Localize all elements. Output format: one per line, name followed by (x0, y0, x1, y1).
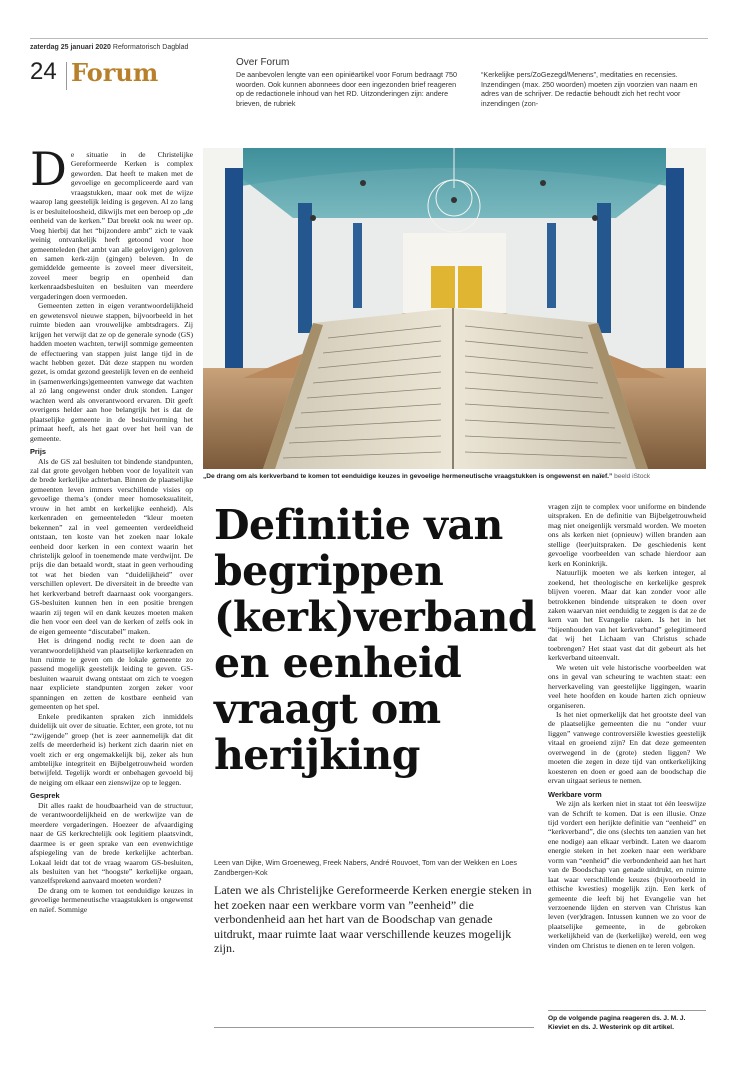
photo-illustration (203, 148, 706, 469)
paper-name: Reformatorisch Dagblad (112, 44, 189, 51)
photo-credit: beeld iStock (614, 473, 651, 480)
paragraph: De drang om te komen tot eenduidige keuzes in gevoelige hermeneutische vraagstukken is ongewenst en naïef. Sommige (30, 885, 193, 914)
headline: Definitie van begrippen (kerk)verband en eenheid vraagt om herijking (214, 501, 537, 779)
right-column (548, 502, 706, 950)
page-number: 24 (30, 58, 57, 85)
drop-cap: D (30, 142, 67, 196)
paragraph: We weten uit vele historische voorbeelden wat ons in geval van scheuring te wachten staat: een herverkaveling van geestelijke liggingen, waarin veel hete hoofden en koude harten zich opnieuw organiseren. (548, 662, 706, 710)
paragraph: Is het niet opmerkelijk dat het grootste deel van de plaatselijke gemeenten die nu “onder vuur liggen” vanwege controversiële kwesties geestelijk vitaal en groeiend zijn? En dat deze gemeenten overwegend in de (grote) steden liggen? We moeten die zegen in deze tijd van ontkerkelijking koesteren en doen er goed aan de boodschap die ervan uitgaat serieus te nemen. (548, 709, 706, 786)
page-separator (66, 62, 67, 90)
intro: Laten we als Christelijke Gereformeerde Kerken energie steken in het zoeken naar een werkbare vorm van ”eenheid” die verbondenheid aan het hart van de Boodschap van genade uitdrukt, maar ruimte laat waar verschillende keuzes mogelijk zijn. (214, 883, 532, 955)
paragraph: Enkele predikanten spraken zich inmiddels duidelijk uit over de situatie. Echter, een grote, tot nu “zwijgende” groep (het is zeer aannemelijk dat dit zelfs de meerderheid is) herkent zich daarin niet en voelt zich er erg ongemakkelijk bij, zeker als hun ambtelijke integriteit en Bijbelgetrouwheid worden betwijfeld. Tegelijk wordt er onbehagen gevoeld bij de neiging om elkaar een zienswijze op te leggen. (30, 711, 193, 787)
paragraph: Natuurlijk moeten we als kerken integer, al zoekend, het theologische en kerkelijke gesprek blijven voeren. Maar dat kan zonder voor alle betrokkenen bindende uitspraken te doen over zaken waarvan niet eenduidig te zeggen is dat ze de kern van het Evangelie raken. Is het in het “bijeenhouden van het kerkverband” gelegitimeerd dat wij het Lichaam van Christus schade toebrengen? Het staat vast dat dit gebeurt als het kerkverband uiteenvalt. (548, 568, 706, 663)
bottom-rule (214, 1027, 534, 1028)
endnote-rule (548, 1010, 706, 1011)
photo-caption (203, 473, 706, 480)
subheading-gesprek: Gesprek (30, 791, 60, 801)
over-forum-col1: De aanbevolen lengte van een opiniëartikel voor Forum bedraagt 750 woorden. Ook kunnen abonnees door een ingezonden brief reageren op de redactionele inhoud van het RD. Uitzonderingen zijn: andere brieven, de rubriek (236, 70, 457, 108)
over-forum-col2: “Kerkelijke pers/ZoGezegd/Menens”, meditaties en recensies. Inzendingen (max. 250 woorden) moeten zijn voorzien van naam en adres van de schrijver. De redactie behoudt zich het recht voor inzendingen (zon- (481, 70, 698, 108)
over-forum-box (236, 57, 706, 108)
paragraph: e situatie in de Christelijke Gereformeerde Kerken is complex geworden. Dat heeft te maken met de gevoelige en gecompliceerde aard van vraagstukken, maar ook met de wijze waarop lang geestelijk leiding is gegeven. Al zo lang is er besluiteloosheid, dikwijls met een beroep op „de eenheid van de kerken.” Dat breekt ook nu weer op. Voeg hierbij dat het “bijzondere ambt” zich te vaak weinig ontvankelijk heeft getoond voor hoe gemeenteleden (het ambt van alle gelovigen) geloven en samen kerk-zijn (gingen) beleven. In de gemiddelde gemeente is zoveel meer diversiteit, zoveel meer begrip en openheid dan kerkenraadsbesluiten en besluiten van meerdere vergaderingen doen vermoeden. (30, 150, 193, 301)
paragraph: Als de GS zal besluiten tot bindende standpunten, zal dat grote gevolgen hebben voor de loyaliteit van de brede kerkelijke achterban. Binnen de plaatselijke gemeenten leven immers verschillende visies op gevoelige thema’s (onder meer homoseksualiteit, vrouw in het ambt en kerkelijke eenheid). Als kerkenraden en gemeenteleden “kleur moeten bekennen” zal in veel gemeenten verdeeldheid ontstaan, ten koste van het zoeken naar lokale eenheid door kerken in een context waarin het christelijk geloof in toenemende mate verdwijnt. De prijs die dan betaald wordt, staat in geen verhouding tot wat het bieden van “duidelijkheid” over verschillen oplevert. De diversiteit in de breedte van het kerkverband betreft daarnaast ook voorgangers. GS-besluiten kunnen hen in een positie brengen waarin zij tegen wil en dank keuzes moeten maken die hen voor een deel van de kerken of zelfs ook in de eigen gemeente “discutabel” maken. (30, 456, 193, 636)
dateline (30, 44, 188, 51)
subheading-prijs: Prijs (30, 447, 47, 457)
church-bible-photo (203, 148, 706, 469)
paragraph: Dit alles raakt de houdbaarheid van de structuur, de verantwoordelijkheid en de werkwijze van de meerdere vergaderingen. Hoezeer de afvaardiging naar de GS kerkrechtelijk ook legitiem plaatsvindt, daarmee is er geen sprake van een evenwichtige afspiegeling van de brede kerkelijke achterban. Lokaal leidt dat tot de vraag waarom GS-besluiten, als besluiten van het “hoogste” kerkelijke orgaan, vanzelfsprekend aanvaard moeten worden? (30, 800, 193, 886)
top-rule (30, 38, 708, 39)
paragraph: Gemeenten zetten in eigen verantwoordelijkheid en gewetensvol nieuwe stappen, bijvoorbeeld in het ruimte bieden aan vrouwelijke ambtsdragers. Zij krijgen het verwijt dat ze op de generale synode (GS) hadden moeten wachten, terwijl sommige gemeenten de effectuering van stappen juist lange tijd in de wacht hebben gezet. Dát deze stappen nu worden gezet, is omdat gezond geestelijk leven en de eenheid in (samenwerkings)gemeenten vanwege dat wachten al zó lang ongewenst onder druk stonden. Langer wachten werd als onverantwoord ervaren. Dit geeft overigens helder aan hoe belangrijk het is dat de plaatselijke gemeente in de besluitvorming het primaat heeft, als het gaat over het heil van de gemeente. (30, 301, 193, 443)
subheading-werkbare-vorm: Werkbare vorm (548, 789, 602, 799)
paragraph: Het is dringend nodig recht te doen aan de verantwoordelijkheid van plaatselijke kerkenraden en hun ruimte te geven om de lokale gemeente zo passend mogelijk geestelijk leiding te geven. GS-besluiten waaruit dwang ontstaat om zich te voegen naar expliciete standpunten zorgen zeker voor spanningen en zetten de kostbare eenheid van gemeenten op het spel. (30, 636, 193, 712)
paragraph: vragen zijn te complex voor uniforme en bindende uitspraken. En de definitie van Bijbelgetrouwheid mag niet oneigenlijk versmald worden. We moeten ons als kerken niet (opnieuw) willen branden aan stellige (leer)uitspraken. De geschiedenis kent gevoelige voorbeelden van schade hierdoor aan kerk en Koninkrijk. (548, 502, 706, 568)
endnote: Op de volgende pagina reageren ds. J. M. J. Kieviet en ds. J. Westerink op dit artikel. (548, 1015, 686, 1031)
section-title: Forum (71, 58, 159, 87)
left-column (30, 142, 193, 914)
authors: Leen van Dijke, Wim Groeneweg, Freek Nabers, André Rouvoet, Tom van der Wekken en Loes Zandbergen-Kok (214, 858, 517, 877)
paragraph: We zijn als kerken niet in staat tot één leeswijze van de Schrift te komen. Dat is een illusie. Onze tijd vordert een herijkte definitie van “eenheid” en “kerkverband”, die ons (slechts ten aanzien van het ene nodige) aan elkaar verbindt. Laten we daarom energie steken in het zoeken naar een werkbare vorm van “eenheid” die verbondenheid aan het hart van de Boodschap van genade uitdrukt, en ruimte laat waar verschillende keuzes (bijvoorbeeld in ethische kwesties) mogelijk zijn. Een kerk of gemeente die leeft bij het Evangelie van het verzoenende lijden en sterven van Christus kan leven (ver)dragen. Intussen kunnen we zo voor de plaatselijke gemeente, in de gebroken werkelijkheid van de (kerkelijke) wereld, een weg vinden om Christus te dienen en te leren volgen. (548, 799, 706, 950)
date: zaterdag 25 januari 2020 (30, 44, 111, 51)
over-forum-title: Over Forum (236, 57, 290, 68)
caption-text: „De drang om als kerkverband te komen tot eenduidige keuzes in gevoelige hermeneutische vraagstukken is ongewenst en naïef.” (203, 473, 613, 480)
